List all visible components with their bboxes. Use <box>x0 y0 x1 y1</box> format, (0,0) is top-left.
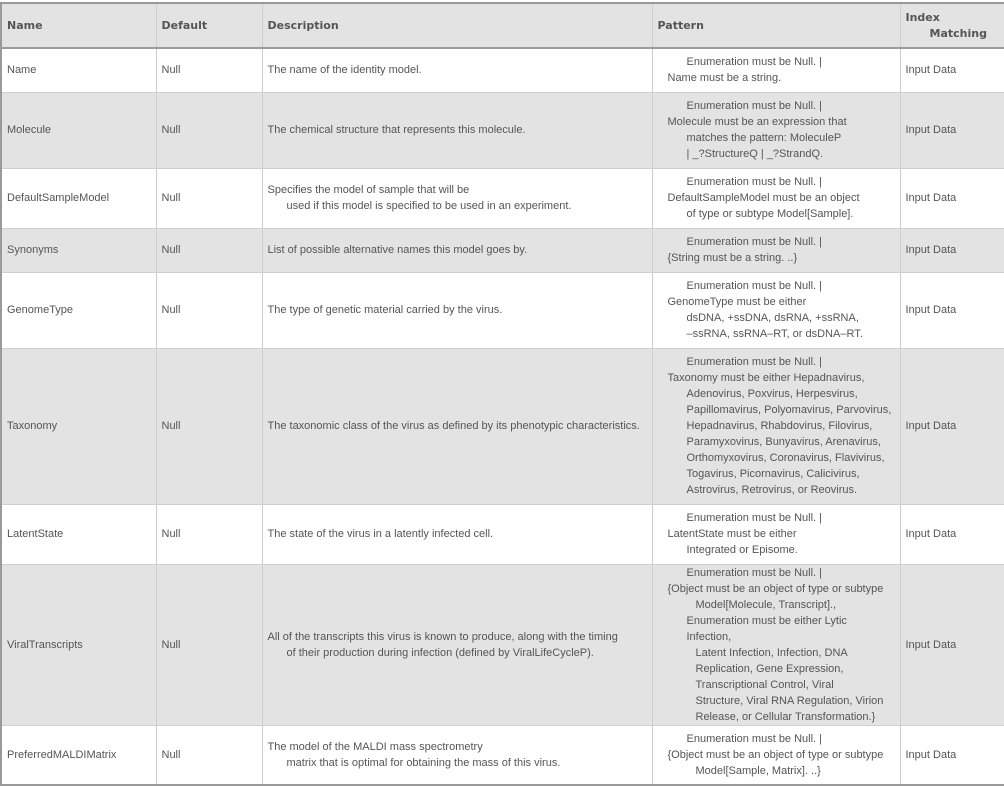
header-description: Description <box>262 3 652 48</box>
pattern-line: Enumeration must be Null. | <box>686 56 823 69</box>
description-line: List of possible alternative names this model goes by. <box>267 244 528 256</box>
cell-name: GenomeType <box>1 272 156 348</box>
table-row <box>1 348 1004 504</box>
header-index-line2: Matching <box>929 26 987 40</box>
cell-index-matching: Input Data <box>900 168 1004 228</box>
cell-name: ViralTranscripts <box>1 564 156 725</box>
description-line: matrix that is optimal for obtaining the mass of this virus. <box>286 756 561 769</box>
description-line: The chemical structure that represents this molecule. <box>267 124 526 136</box>
cell-default: Null <box>156 168 262 228</box>
cell-name: LatentState <box>1 504 156 564</box>
pattern-line: LatentState must be either <box>667 528 797 540</box>
pattern-line: matches the pattern: MoleculeP <box>686 132 842 144</box>
pattern-line: {Object must be an object of type or subtype <box>667 582 884 595</box>
pattern-line: {Object must be an object of type or subtype <box>667 748 884 761</box>
description-line: All of the transcripts this virus is known to produce, along with the timing <box>267 630 618 643</box>
cell-name: DefaultSampleModel <box>1 168 156 228</box>
pattern-line: Model[Sample, Matrix]. ..} <box>695 764 821 777</box>
cell-default: Null <box>156 272 262 348</box>
pattern-line: Enumeration must be Null. | <box>686 566 823 579</box>
pattern-line: Latent Infection, Infection, DNA <box>695 646 848 659</box>
header-default: Default <box>156 3 262 48</box>
cell-index-matching: Input Data <box>900 48 1004 92</box>
cell-pattern <box>652 168 900 228</box>
pattern-line: Transcriptional Control, Viral <box>695 678 834 691</box>
cell-index-matching: Input Data <box>900 725 1004 785</box>
pattern-line: Papillomavirus, Polyomavirus, Parvovirus, <box>686 404 892 416</box>
pattern-line: Enumeration must be Null. | <box>686 512 823 524</box>
header-index-line1: Index <box>905 10 940 24</box>
cell-index-matching: Input Data <box>900 228 1004 272</box>
cell-pattern <box>652 564 900 725</box>
cell-description <box>262 272 652 348</box>
pattern-line: Molecule must be an expression that <box>667 116 847 128</box>
pattern-line: DefaultSampleModel must be an object <box>667 192 860 204</box>
pattern-line: –ssRNA, ssRNA–RT, or dsDNA–RT. <box>686 328 863 340</box>
cell-description <box>262 48 652 92</box>
pattern-line: Taxonomy must be either Hepadnavirus, <box>667 372 865 384</box>
pattern-line: Model[Molecule, Transcript]., <box>695 598 837 611</box>
pattern-line: Hepadnavirus, Rhabdovirus, Filovirus, <box>686 420 873 432</box>
cell-name: Taxonomy <box>1 348 156 504</box>
cell-index-matching: Input Data <box>900 504 1004 564</box>
pattern-line: Enumeration must be Null. | <box>686 280 823 292</box>
cell-default: Null <box>156 504 262 564</box>
cell-description <box>262 168 652 228</box>
description-line: The taxonomic class of the virus as defined by its phenotypic characteristics. <box>267 420 640 432</box>
pattern-line: Release, or Cellular Transformation.} <box>695 710 876 723</box>
cell-index-matching: Input Data <box>900 92 1004 168</box>
cell-pattern <box>652 92 900 168</box>
pattern-line: Paramyxovirus, Bunyavirus, Arenavirus, <box>686 436 881 448</box>
pattern-line: of type or subtype Model[Sample]. <box>686 208 854 220</box>
pattern-line: Orthomyxovirus, Coronavirus, Flavivirus, <box>686 452 885 464</box>
pattern-line: Togavirus, Picornavirus, Calicivirus, <box>686 468 860 480</box>
pattern-line: Enumeration must be Null. | <box>686 176 823 188</box>
cell-description <box>262 228 652 272</box>
cell-default: Null <box>156 348 262 504</box>
table-row <box>1 564 1004 725</box>
pattern-line: GenomeType must be either <box>667 296 807 308</box>
cell-default: Null <box>156 564 262 725</box>
cell-index-matching: Input Data <box>900 564 1004 725</box>
pattern-line: Structure, Viral RNA Regulation, Virion <box>695 694 884 707</box>
description-line: The state of the virus in a latently infected cell. <box>267 528 494 540</box>
pattern-line: dsDNA, +ssDNA, dsRNA, +ssRNA, <box>686 312 859 324</box>
cell-default: Null <box>156 92 262 168</box>
description-line: used if this model is specified to be used in an experiment. <box>286 200 572 212</box>
cell-index-matching: Input Data <box>900 348 1004 504</box>
pattern-line: | _?StructureQ | _?StrandQ. <box>686 148 824 160</box>
cell-pattern <box>652 725 900 785</box>
cell-name: Molecule <box>1 92 156 168</box>
pattern-line: Integrated or Episome. <box>686 544 798 556</box>
cell-name: PreferredMALDIMatrix <box>1 725 156 785</box>
pattern-line: Enumeration must be Null. | <box>686 236 823 248</box>
table-row <box>1 725 1004 785</box>
cell-pattern <box>652 228 900 272</box>
options-table <box>0 2 1004 786</box>
description-line: The name of the identity model. <box>267 64 422 77</box>
description-line: The model of the MALDI mass spectrometry <box>267 740 483 753</box>
cell-description <box>262 504 652 564</box>
table-row <box>1 504 1004 564</box>
table-row <box>1 228 1004 272</box>
header-name: Name <box>1 3 156 48</box>
table-row <box>1 272 1004 348</box>
cell-pattern <box>652 504 900 564</box>
pattern-line: Enumeration must be either Lytic Infection, <box>686 614 847 643</box>
table-row <box>1 92 1004 168</box>
description-line: The type of genetic material carried by the virus. <box>267 304 503 316</box>
cell-pattern <box>652 48 900 92</box>
description-line: Specifies the model of sample that will be <box>267 184 470 196</box>
cell-pattern <box>652 348 900 504</box>
header-pattern: Pattern <box>652 3 900 48</box>
cell-description <box>262 92 652 168</box>
cell-default: Null <box>156 725 262 785</box>
pattern-line: Name must be a string. <box>667 72 782 85</box>
header-row <box>1 3 1004 48</box>
pattern-line: Enumeration must be Null. | <box>686 356 823 368</box>
pattern-line: Replication, Gene Expression, <box>695 662 844 675</box>
cell-default: Null <box>156 48 262 92</box>
cell-index-matching: Input Data <box>900 272 1004 348</box>
header-index-matching <box>900 3 1004 48</box>
table-row <box>1 48 1004 92</box>
description-line: of their production during infection (defined by ViralLifeCycleP). <box>286 646 594 659</box>
cell-name: Name <box>1 48 156 92</box>
cell-description <box>262 348 652 504</box>
cell-default: Null <box>156 228 262 272</box>
pattern-line: Enumeration must be Null. | <box>686 732 823 745</box>
cell-name: Synonyms <box>1 228 156 272</box>
pattern-line: Astrovirus, Retrovirus, or Reovirus. <box>686 484 858 496</box>
table-row <box>1 168 1004 228</box>
cell-pattern <box>652 272 900 348</box>
cell-description <box>262 725 652 785</box>
pattern-line: {String must be a string. ..} <box>667 252 798 264</box>
pattern-line: Enumeration must be Null. | <box>686 100 823 112</box>
cell-description <box>262 564 652 725</box>
pattern-line: Adenovirus, Poxvirus, Herpesvirus, <box>686 388 858 400</box>
